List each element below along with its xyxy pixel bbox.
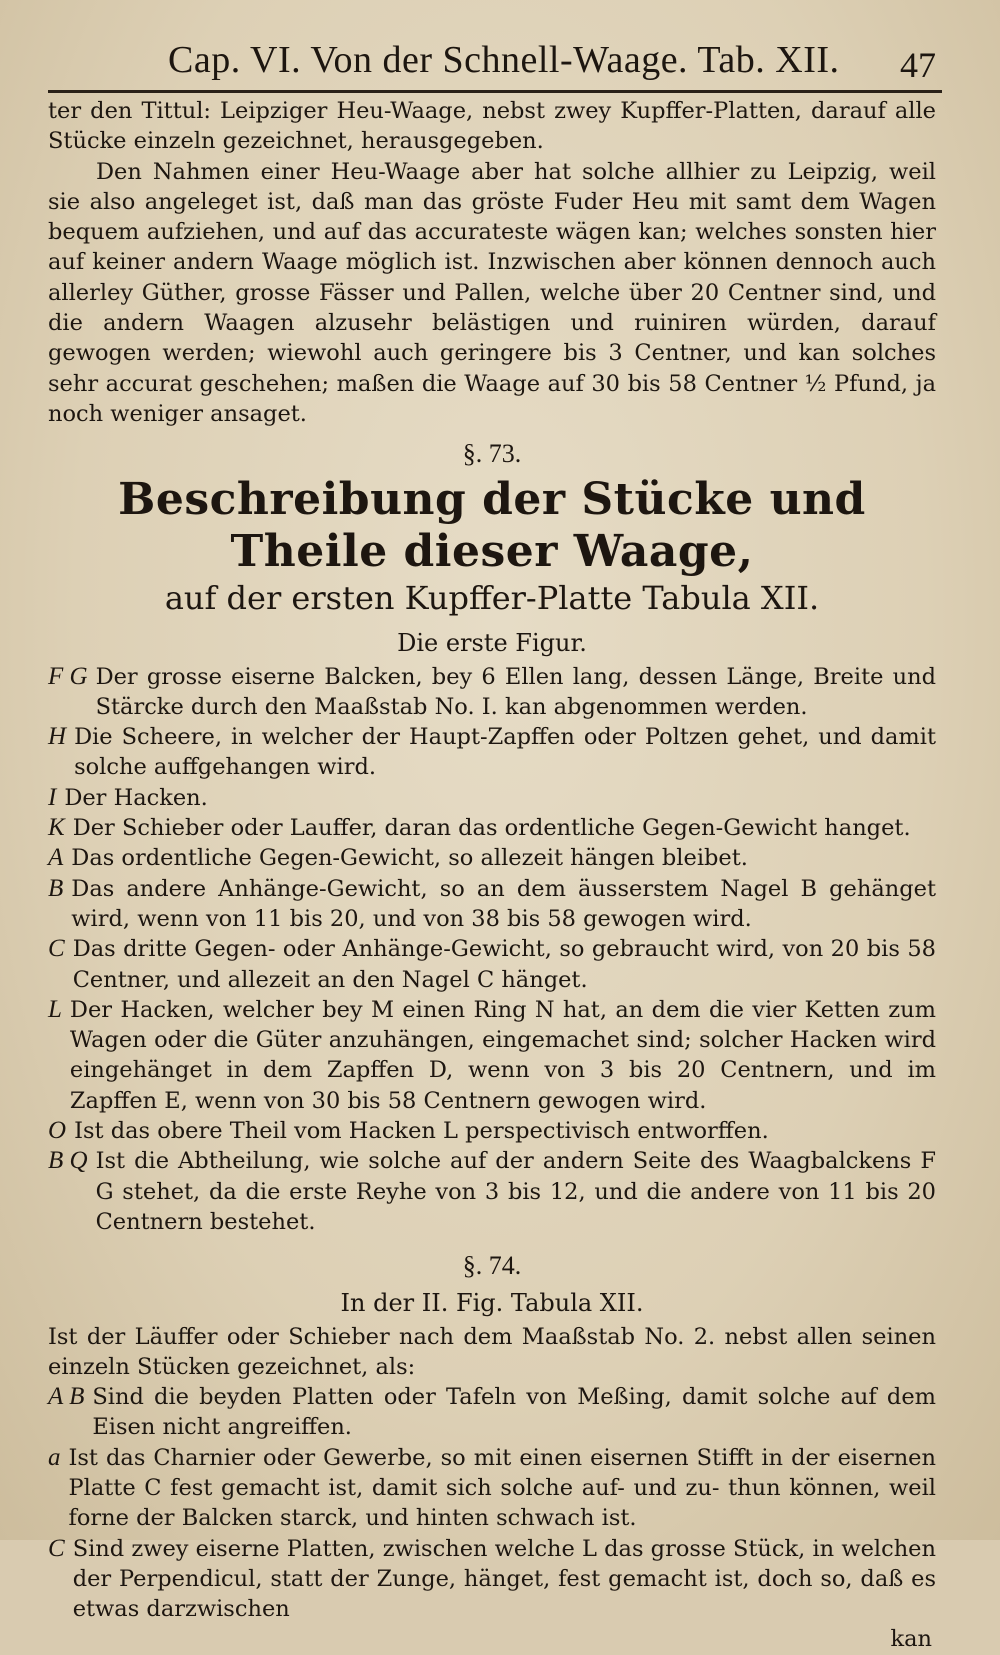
legend-letter: C xyxy=(48,935,65,963)
figure-1-heading: Die erste Figur. xyxy=(397,628,587,657)
legend-item xyxy=(48,843,936,873)
legend-letter: F G xyxy=(48,662,88,690)
legend-item xyxy=(48,1116,936,1146)
legend-letter: B xyxy=(48,874,64,902)
section-74-number: §. 74. xyxy=(462,1251,522,1281)
figure-2-heading: In der II. Fig. Tabula XII. xyxy=(340,1288,644,1317)
legend-letter: B Q xyxy=(48,1147,88,1175)
section-74-lead: Ist der Läuffer oder Schieber nach dem Maaßstab No. 2. nebst allen seinen einzeln Stücken gezeichnet, als: xyxy=(48,1323,936,1380)
legend-item xyxy=(48,874,936,935)
page-number: 47 xyxy=(900,45,936,85)
legend-letter: H xyxy=(48,723,67,751)
legend-text: Der grosse eiserne Balcken, bey 6 Ellen lang, dessen Länge, Breite und Stärcke durch den Maaßstab No. I. kan abgenommen werden. xyxy=(95,663,936,720)
legend-item xyxy=(48,1382,936,1443)
legend-text: Ist das Charnier oder Gewerbe, so mit einen eisernen Stifft in der eisernen Platte C fest gemacht ist, damit sich solche auf- und zu- thun können, weil forne der Balcken starck, und hinten schwach ist. xyxy=(68,1444,936,1532)
legend-text: Der Hacken. xyxy=(64,784,208,811)
legend-item xyxy=(48,995,936,1116)
legend-text: Die Scheere, in welcher der Haupt-Zapffen oder Poltzen gehet, und damit solche auffgehangen wird. xyxy=(74,724,936,781)
legend-text: Ist die Abtheilung, wie solche auf der andern Seite des Waagbalckens F G stehet, da die erste Reyhe von 3 bis 12, und die andere von 11 bis 20 Centnern bestehet. xyxy=(95,1148,936,1235)
legend-item xyxy=(48,1534,936,1625)
section-73-title: Beschreibung der Stücke und Theile dieser Waage, xyxy=(118,473,866,577)
section-73-subtitle: auf der ersten Kupffer-Platte Tabula XII. xyxy=(164,578,820,617)
legend-text: Sind zwey eiserne Platten, zwischen welche L das grosse Stück, in welchen der Perpendicul, statt der Zunge, hänget, fest gemacht ist, doch so, daß es etwas darzwischen xyxy=(72,1535,936,1623)
legend-letter: L xyxy=(48,995,62,1023)
legend-letter: A xyxy=(48,844,64,872)
legend-text: Das andere Anhänge-Gewicht, so an dem äusserstem Nagel B gehänget wird, wenn von 11 bis 20, und von 38 bis 58 gewogen wird. xyxy=(71,875,936,932)
legend-item xyxy=(48,813,936,843)
catchword: kan xyxy=(890,1626,932,1653)
legend-letter: A B xyxy=(48,1383,85,1411)
section-73-number: §. 73. xyxy=(462,439,522,469)
legend-letter: O xyxy=(48,1117,67,1145)
legend-letter: I xyxy=(48,783,57,811)
intro-paragraph-1: ter den Tittul: Leipziger Heu-Waage, nebst zwey Kupffer-Platten, darauf alle Stücke einzeln gezeichnet, herausgegeben. xyxy=(48,98,936,155)
legend-letter: a xyxy=(48,1443,61,1471)
legend-item xyxy=(48,1443,936,1534)
legend-letter: C xyxy=(48,1534,65,1562)
legend-letter: K xyxy=(48,814,65,842)
legend-text: Sind die beyden Platten oder Tafeln von Meßing, damit solche auf dem Eisen nicht angreiffen. xyxy=(92,1384,936,1441)
legend-text: Der Schieber oder Lauffer, daran das ordentliche Gegen-Gewicht hanget. xyxy=(72,815,911,842)
page-header xyxy=(48,38,942,93)
legend-text: Das ordentliche Gegen-Gewicht, so allezeit hängen bleibet. xyxy=(71,845,748,872)
intro-paragraph-2: Den Nahmen einer Heu-Waage aber hat solche allhier zu Leipzig, weil sie also angeleget ist, daß man das gröste Fuder Heu mit samt dem Wagen bequem aufziehen, und auf das accurateste wägen kan; welches sonsten hier auf keiner andern Waage möglich ist. Inzwischen aber können dennoch auch allerley Güther, grosse Fässer und Pallen, welche über 20 Centner sind, und die andern Waagen alzusehr belästigen und ruiniren würden, darauf gewogen werden; wiewohl auch geringere bis 3 Centner, und kan solches sehr accurat geschehen; maßen die Waage auf 30 bis 58 Centner ½ Pfund, ja noch weniger ansaget. xyxy=(48,158,936,427)
legend-item xyxy=(48,783,936,813)
legend-text: Ist das obere Theil vom Hacken L perspectivisch entworffen. xyxy=(74,1118,769,1145)
body-text xyxy=(48,96,936,1655)
legend-item xyxy=(48,662,936,723)
running-head: Cap. VI. Von der Schnell-Waage. Tab. XII. xyxy=(168,39,840,81)
legend-item xyxy=(48,934,936,995)
legend-text: Das dritte Gegen- oder Anhänge-Gewicht, so gebraucht wird, von 20 bis 58 Centner, und allezeit an den Nagel C hänget. xyxy=(72,936,936,993)
legend-item xyxy=(48,722,936,783)
legend-text: Der Hacken, welcher bey M einen Ring N hat, an dem die vier Ketten zum Wagen oder die Güter anzuhängen, eingemachet sind; solcher Hacken wird eingehänget in dem Zapffen D, wenn von 3 bis 20 Centnern, und im Zapffen E, wenn von 30 bis 58 Centnern gewogen wird. xyxy=(69,996,936,1114)
legend-item xyxy=(48,1146,936,1237)
